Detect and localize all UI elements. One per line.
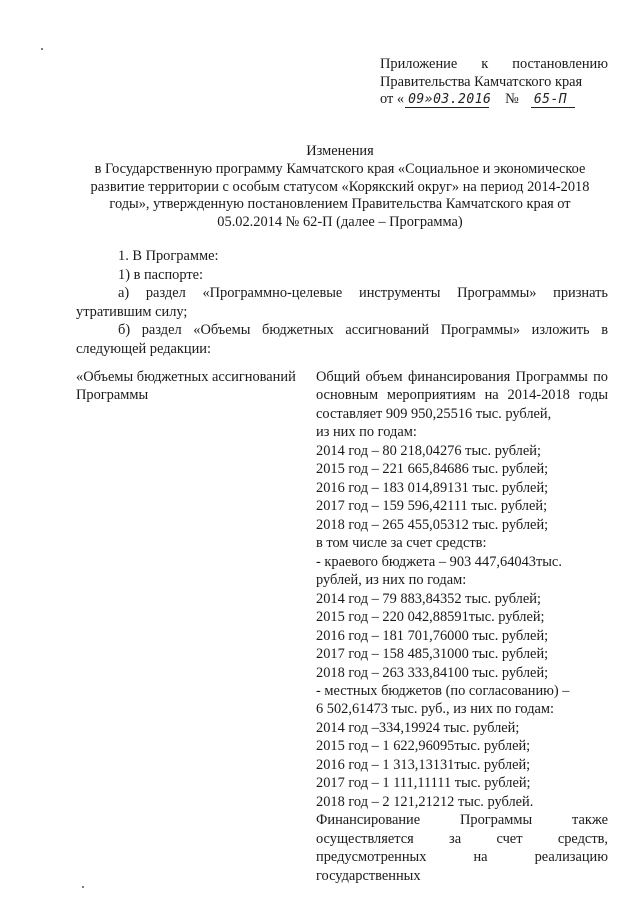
appendix-line-2: Правительства Камчатского края (380, 73, 583, 90)
funding-lines (316, 423, 608, 811)
appendix-header (380, 56, 608, 109)
scan-speck (41, 48, 43, 50)
paragraph-2: 1) в паспорте: (118, 266, 204, 283)
table-right-cell (316, 368, 608, 885)
funding-line: 6 502,61473 тыс. руб., из них по годам: (316, 701, 555, 718)
document-title (90, 143, 590, 232)
appendix-line-1 (380, 56, 608, 74)
title-heading: Изменения (306, 143, 374, 159)
appendix-word-1: Приложение (380, 56, 458, 72)
appendix-line-3 (380, 91, 608, 109)
funding-line: 2016 год – 183 014,89131 тыс. рублей; (316, 479, 549, 496)
handwritten-number: 65-П (531, 93, 575, 108)
funding-line: в том числе за счет средств: (316, 535, 487, 552)
funding-intro: Общий объем финансирования Программы по основным мероприятиям на 2014-2018 годы составляет 909 950,25516 тыс. рублей, (316, 369, 608, 422)
funding-line: из них по годам: (316, 424, 417, 441)
funding-line: 2014 год – 79 883,84352 тыс. рублей; (316, 590, 541, 607)
appendix-word-2: к (481, 56, 489, 72)
title-subtitle: в Государственную программу Камчатского края «Социальное и экономическое развитие территории с особым статусом «Корякский округ» на период 2014-2018 годы», утвержденную постановлением Правительства Камчатского края от 05.02.2014 № 62-П (далее – Программа) (90, 160, 590, 231)
paragraph-3: а) раздел «Программно-целевые инструменты Программы» признать утратившим силу; (76, 285, 608, 320)
funding-line: 2014 год – 80 218,04276 тыс. рублей; (316, 442, 541, 459)
funding-line: рублей, из них по годам: (316, 572, 467, 589)
funding-line: 2015 год – 220 042,88591тыс. рублей; (316, 609, 545, 626)
funding-line: 2015 год – 1 622,96095тыс. рублей; (316, 738, 531, 755)
funding-line: 2014 год –334,19924 тыс. рублей; (316, 719, 520, 736)
funding-line: 2018 год – 2 121,21212 тыс. рублей. (316, 793, 534, 810)
funding-line: 2015 год – 221 665,84686 тыс. рублей; (316, 461, 549, 478)
appendix-from-label: от « (380, 91, 405, 107)
funding-line: 2017 год – 158 485,31000 тыс. рублей; (316, 646, 549, 663)
number-sign: № (505, 91, 519, 107)
funding-line: 2018 год – 263 333,84100 тыс. рублей; (316, 664, 549, 681)
paragraph-4: б) раздел «Объемы бюджетных ассигнований Программы» изложить в следующей редакции: (76, 322, 608, 357)
appendix-word-3: постановлению (512, 56, 608, 72)
paragraph-1: 1. В Программе: (118, 248, 219, 264)
funding-line: 2018 год – 265 455,05312 тыс. рублей; (316, 516, 549, 533)
funding-line: 2017 год – 1 111,11111 тыс. рублей; (316, 775, 531, 792)
table-left-cell: «Объемы бюджетных ассигнований Программы (76, 369, 296, 404)
funding-line: 2016 год – 181 701,76000 тыс. рублей; (316, 627, 549, 644)
document-body (76, 247, 608, 359)
funding-line: 2017 год – 159 596,42111 тыс. рублей; (316, 498, 548, 515)
funding-line: - краевого бюджета – 903 447,64043тыс. (316, 553, 562, 570)
handwritten-date: 09»03.2016 (405, 93, 489, 108)
funding-line: 2016 год – 1 313,13131тыс. рублей; (316, 756, 531, 773)
funding-outro: Финансирование Программы также осуществляется за счет средств, предусмотренных на реализацию государственных (316, 812, 608, 884)
funding-line: - местных бюджетов (по согласованию) – (316, 682, 570, 699)
scan-speck (82, 886, 84, 888)
